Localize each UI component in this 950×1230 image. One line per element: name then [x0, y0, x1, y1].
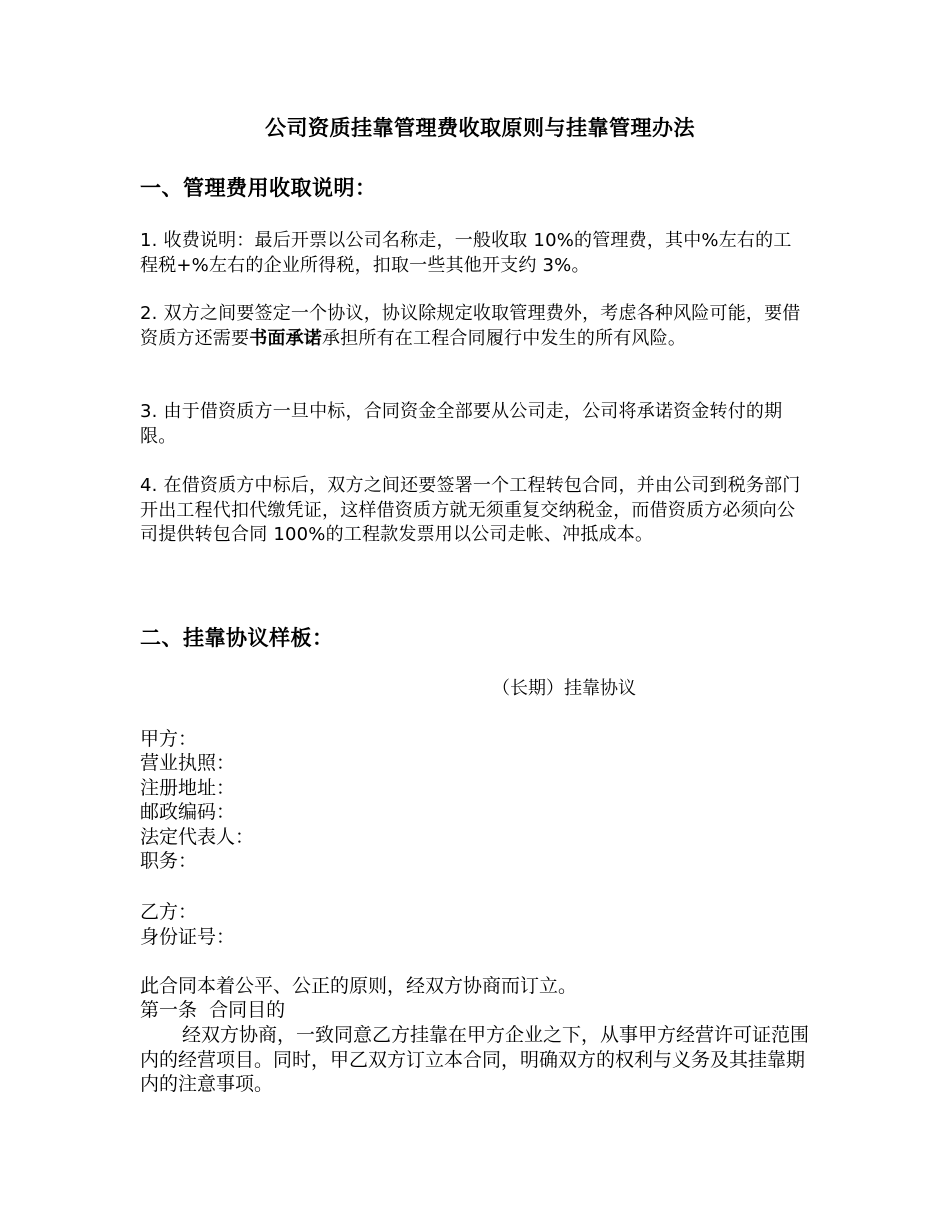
agreement-preamble: 此合同本着公平、公正的原则，经双方协商而订立。	[140, 975, 578, 997]
section-heading-template: 二、挂靠协议样板：	[140, 626, 334, 650]
business-license-label: 营业执照：	[140, 752, 236, 774]
party-b-label: 乙方：	[140, 901, 198, 923]
postal-code-label: 邮政编码：	[140, 801, 236, 823]
party-a-label: 甲方：	[140, 728, 198, 750]
fee-item-1: 1. 收费说明：最后开票以公司名称走，一般收取 10%的管理费，其中%左右的工程税+%左右的企业所得税，扣取一些其他开支约 3%。	[140, 230, 792, 276]
fee-item-4: 4. 在借资质方中标后，双方之间还要签署一个工程转包合同，并由公司到税务部门开出工程代扣代缴凭证，这样借资质方就无须重复交纳税金，而借资质方必须向公司提供转包合同 100%的工程款发票用以公司走帐、冲抵成本。	[140, 475, 801, 545]
legal-representative-label: 法定代表人：	[140, 826, 255, 848]
registered-address-label: 注册地址：	[140, 777, 236, 799]
article-1-body: 经双方协商，一致同意乙方挂靠在甲方企业之下，从事甲方经营许可证范围内的经营项目。同时，甲乙双方订立本合同，明确双方的权利与义务及其挂靠期内的注意事项。	[140, 1024, 810, 1096]
document-title: 公司资质挂靠管理费收取原则与挂靠管理办法	[265, 116, 695, 140]
position-label: 职务：	[140, 850, 198, 872]
fee-item-2	[140, 302, 808, 351]
fee-item-2-text-end: 承担所有在工程合同履行中发生的所有风险。	[322, 327, 687, 349]
id-number-label: 身份证号：	[140, 926, 236, 948]
fee-item-2-text: 2. 双方之间要签定一个协议，协议除规定收取管理费外，考虑各种风险可能，要借资质方还需要	[140, 303, 801, 349]
section-heading-fee: 一、管理费用收取说明：	[140, 176, 377, 200]
agreement-subtitle: （长期）挂靠协议	[492, 678, 636, 699]
fee-item-3: 3. 由于借资质方一旦中标，合同资金全部要从公司走，公司将承诺资金转付的期限。	[140, 401, 783, 447]
fee-item-2-emphasis: 书面承诺	[249, 327, 323, 349]
article-1-title: 第一条 合同目的	[140, 999, 286, 1021]
